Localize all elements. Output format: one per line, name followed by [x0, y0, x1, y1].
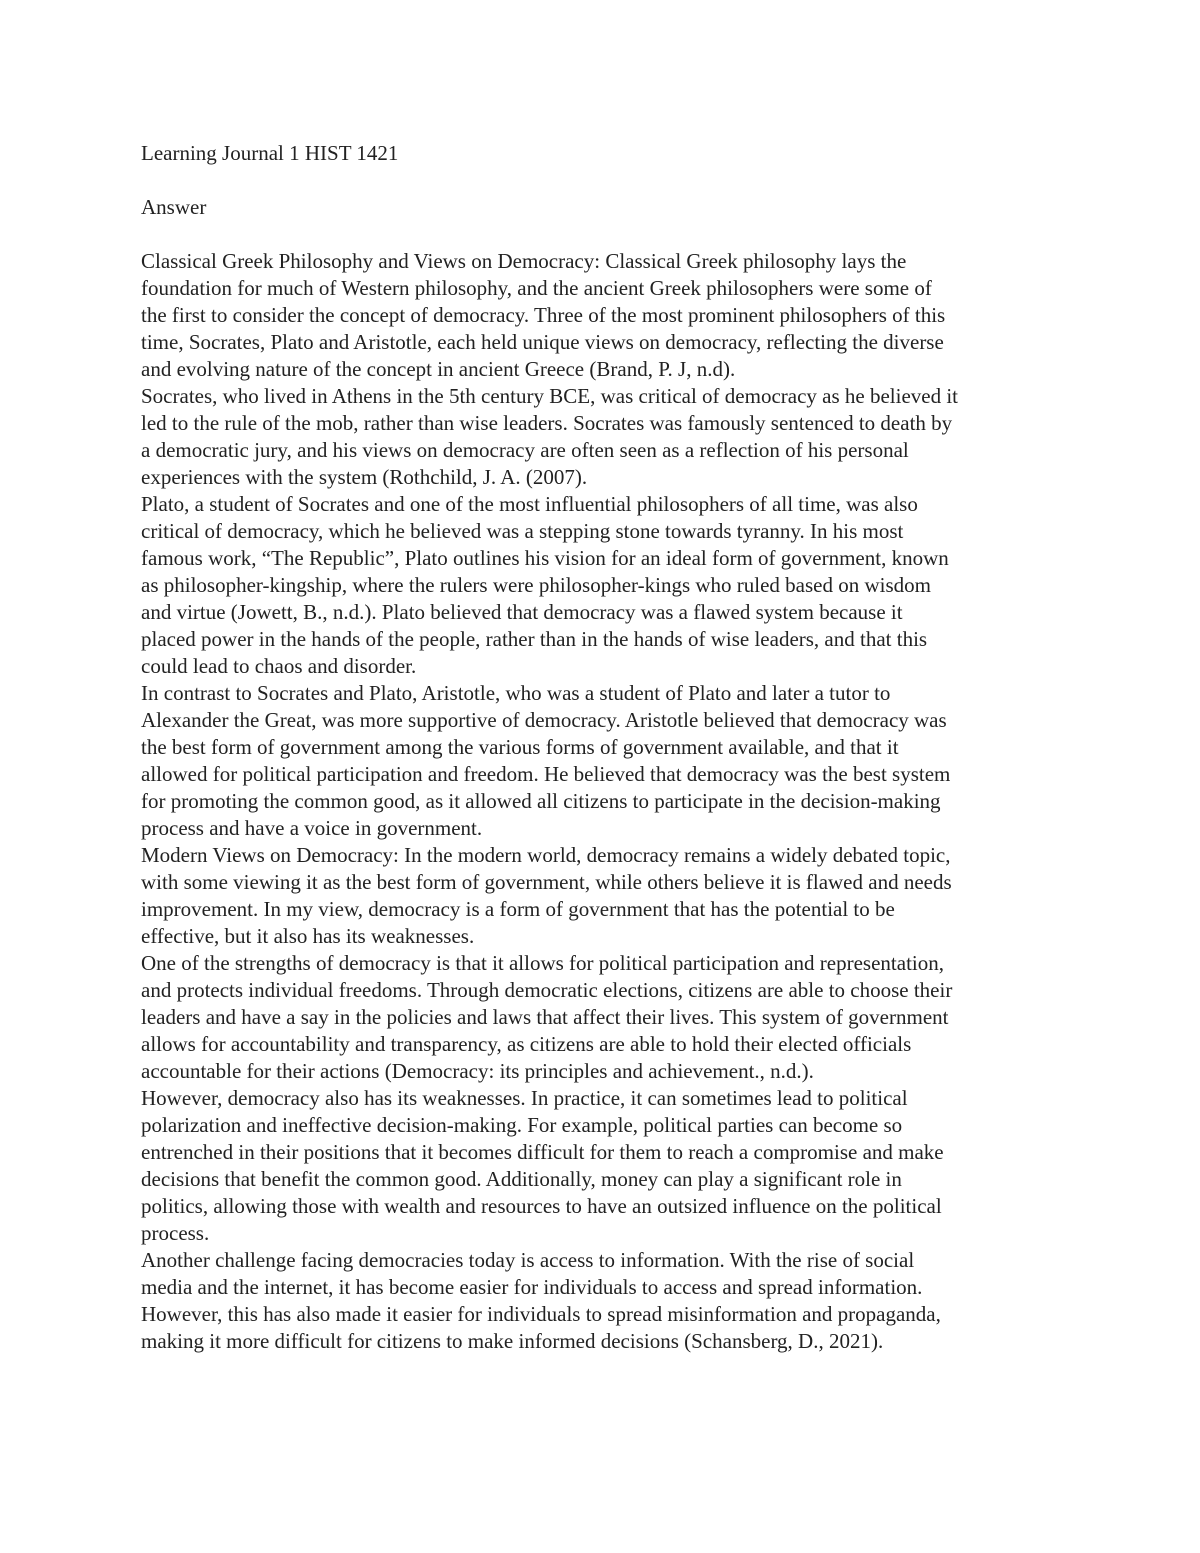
- paragraph: [141, 383, 1061, 491]
- paragraph-line: Modern Views on Democracy: In the modern world, democracy remains a widely debated topic,: [141, 843, 951, 867]
- paragraph-line: Plato, a student of Socrates and one of the most influential philosophers of all time, was also: [141, 492, 918, 516]
- paragraph-line: However, this has also made it easier for individuals to spread misinformation and propaganda,: [141, 1302, 941, 1326]
- paragraph-line: improvement. In my view, democracy is a form of government that has the potential to be: [141, 897, 895, 921]
- paragraph-line: decisions that benefit the common good. Additionally, money can play a significant role in: [141, 1167, 902, 1191]
- paragraph-line: allows for accountability and transparency, as citizens are able to hold their elected officials: [141, 1032, 912, 1056]
- paragraph-line: famous work, “The Republic”, Plato outlines his vision for an ideal form of government, known: [141, 546, 949, 570]
- paragraph-line: as philosopher-kingship, where the rulers were philosopher-kings who ruled based on wisdom: [141, 573, 932, 597]
- paragraph-line: In contrast to Socrates and Plato, Aristotle, who was a student of Plato and later a tutor to: [141, 681, 891, 705]
- paragraph: [141, 680, 1061, 842]
- paragraph-line: foundation for much of Western philosophy, and the ancient Greek philosophers were some of: [141, 276, 932, 300]
- paragraph: [141, 1085, 1061, 1247]
- paragraph: [141, 248, 1061, 383]
- paragraph-line: process.: [141, 1221, 210, 1245]
- paragraph-line: Classical Greek Philosophy and Views on Democracy: Classical Greek philosophy lays the: [141, 249, 907, 273]
- paragraph-line: One of the strengths of democracy is that it allows for political participation and representation,: [141, 951, 945, 975]
- document-title: Learning Journal 1 HIST 1421: [141, 141, 399, 165]
- document-body: [141, 248, 1061, 1355]
- answer-heading: Answer: [141, 195, 207, 219]
- paragraph-line: entrenched in their positions that it becomes difficult for them to reach a compromise and make: [141, 1140, 944, 1164]
- document-content: [141, 140, 1061, 1355]
- paragraph-line: placed power in the hands of the people, rather than in the hands of wise leaders, and that this: [141, 627, 928, 651]
- paragraph-line: and virtue (Jowett, B., n.d.). Plato believed that democracy was a flawed system because it: [141, 600, 903, 624]
- paragraph-line: process and have a voice in government.: [141, 816, 483, 840]
- paragraph-line: time, Socrates, Plato and Aristotle, each held unique views on democracy, reflecting the diverse: [141, 330, 944, 354]
- paragraph-line: and protects individual freedoms. Through democratic elections, citizens are able to choose their: [141, 978, 953, 1002]
- paragraph-line: polarization and ineffective decision-making. For example, political parties can become so: [141, 1113, 903, 1137]
- paragraph-line: a democratic jury, and his views on democracy are often seen as a reflection of his personal: [141, 438, 909, 462]
- paragraph-line: making it more difficult for citizens to make informed decisions (Schansberg, D., 2021).: [141, 1329, 884, 1353]
- paragraph-line: experiences with the system (Rothchild, J. A. (2007).: [141, 465, 588, 489]
- paragraph: [141, 491, 1061, 680]
- paragraph-line: and evolving nature of the concept in ancient Greece (Brand, P. J, n.d).: [141, 357, 736, 381]
- paragraph-line: the first to consider the concept of democracy. Three of the most prominent philosophers of this: [141, 303, 946, 327]
- paragraph: [141, 1247, 1061, 1355]
- paragraph-line: Socrates, who lived in Athens in the 5th century BCE, was critical of democracy as he believed it: [141, 384, 959, 408]
- paragraph: [141, 950, 1061, 1085]
- paragraph-line: with some viewing it as the best form of government, while others believe it is flawed and needs: [141, 870, 952, 894]
- paragraph-line: led to the rule of the mob, rather than wise leaders. Socrates was famously sentenced to death by: [141, 411, 953, 435]
- paragraph-line: critical of democracy, which he believed was a stepping stone towards tyranny. In his most: [141, 519, 904, 543]
- paragraph-line: could lead to chaos and disorder.: [141, 654, 417, 678]
- paragraph-line: Alexander the Great, was more supportive of democracy. Aristotle believed that democracy was: [141, 708, 947, 732]
- paragraph-line: However, democracy also has its weaknesses. In practice, it can sometimes lead to political: [141, 1086, 908, 1110]
- paragraph-line: Another challenge facing democracies today is access to information. With the rise of social: [141, 1248, 915, 1272]
- paragraph-line: leaders and have a say in the policies and laws that affect their lives. This system of government: [141, 1005, 949, 1029]
- paragraph-line: allowed for political participation and freedom. He believed that democracy was the best system: [141, 762, 951, 786]
- paragraph-line: accountable for their actions (Democracy: its principles and achievement., n.d.).: [141, 1059, 814, 1083]
- paragraph-line: politics, allowing those with wealth and resources to have an outsized influence on the political: [141, 1194, 942, 1218]
- paragraph-line: effective, but it also has its weaknesses.: [141, 924, 475, 948]
- paragraph-line: media and the internet, it has become easier for individuals to access and spread information.: [141, 1275, 923, 1299]
- paragraph-line: for promoting the common good, as it allowed all citizens to participate in the decision-making: [141, 789, 941, 813]
- paragraph-line: the best form of government among the various forms of government available, and that it: [141, 735, 899, 759]
- paragraph: [141, 842, 1061, 950]
